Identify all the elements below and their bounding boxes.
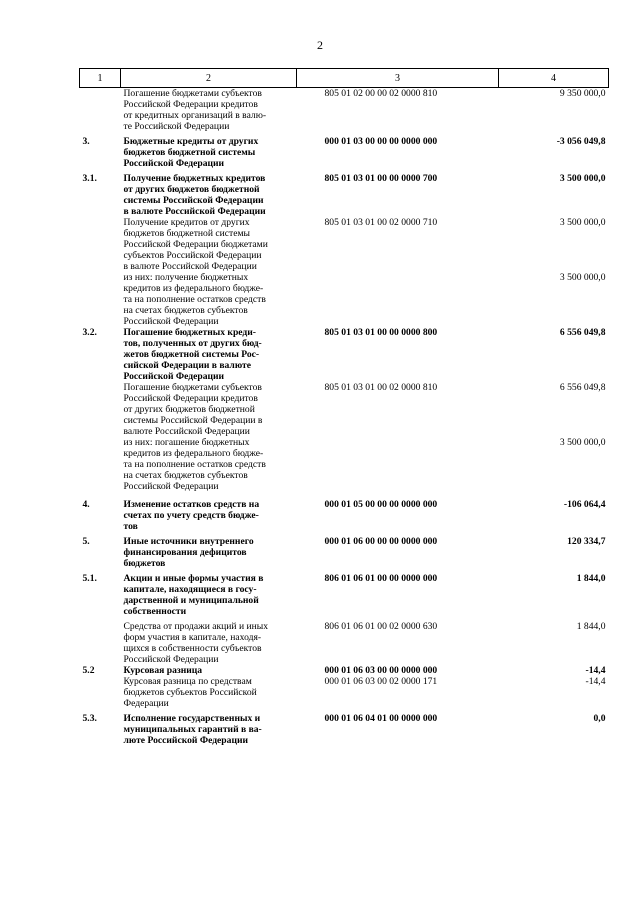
table-row bbox=[80, 709, 609, 746]
row-name: из них: погашение бюджетных кредитов из федерального бюдже- та на пополнение остатков средств на счетах бюджетов субъектов Российской Федерации bbox=[123, 437, 266, 492]
row-number bbox=[80, 272, 121, 327]
row-value: 3 500 000,0 bbox=[559, 272, 606, 283]
row-number: 5.1. bbox=[82, 573, 97, 584]
row-code bbox=[297, 437, 499, 492]
row-code: 805 01 02 00 00 02 0000 810 bbox=[324, 88, 438, 99]
row-name: Исполнение государственных и муниципальных гарантий в ва- люте Российской Федерации bbox=[123, 713, 262, 746]
row-code: 000 01 06 03 00 02 0000 171 bbox=[324, 676, 438, 687]
row-name: Погашение бюджетами субъектов Российской Федерации кредитов от кредитных организаций в валю- те Российской Федерации bbox=[123, 88, 267, 132]
row-value: -14,4 bbox=[585, 665, 606, 676]
row-value: -3 056 049,8 bbox=[556, 136, 606, 147]
row-code: 805 01 03 01 00 00 0000 800 bbox=[324, 327, 438, 338]
row-name: Иные источники внутреннего финансирования дефицитов бюджетов bbox=[123, 536, 254, 569]
budget-sources-table bbox=[79, 68, 609, 746]
row-number bbox=[80, 88, 121, 133]
row-value: 3 500 000,0 bbox=[559, 437, 606, 448]
row-value: 6 556 049,8 bbox=[559, 327, 606, 338]
row-value: 120 334,7 bbox=[567, 536, 606, 547]
row-value: -106 064,4 bbox=[563, 499, 606, 510]
row-name: Погашение бюджетных креди- тов, полученных от других бюд- жетов бюджетной системы Рос- сийской Федерации в валюте Российской Федерации bbox=[123, 327, 262, 382]
row-number: 5.2 bbox=[82, 665, 95, 676]
table-row bbox=[80, 437, 609, 492]
row-number bbox=[80, 676, 121, 709]
row-value: 9 350 000,0 bbox=[559, 88, 606, 99]
row-code: 000 01 03 00 00 00 0000 000 bbox=[324, 136, 438, 147]
row-code: 806 01 06 01 00 02 0000 630 bbox=[324, 621, 438, 632]
header-col-1: 1 bbox=[80, 69, 121, 88]
header-col-3: 3 bbox=[297, 69, 499, 88]
table-row bbox=[80, 169, 609, 217]
row-value: 0,0 bbox=[593, 713, 606, 724]
header-col-2: 2 bbox=[121, 69, 297, 88]
row-name: Погашение бюджетами субъектов Российской Федерации кредитов от других бюджетов бюджетной системы Российской Федерации в валюте Российской Федерации bbox=[123, 382, 263, 437]
table-row bbox=[80, 217, 609, 272]
table-row bbox=[80, 676, 609, 709]
table-header-row bbox=[80, 69, 609, 88]
row-number bbox=[80, 217, 121, 272]
row-code: 000 01 05 00 00 00 0000 000 bbox=[324, 499, 438, 510]
row-number: 3.1. bbox=[82, 173, 97, 184]
table-row bbox=[80, 272, 609, 327]
header-col-4: 4 bbox=[499, 69, 609, 88]
row-number: 3.2. bbox=[82, 327, 97, 338]
row-value: -14,4 bbox=[585, 676, 606, 687]
row-code bbox=[297, 272, 499, 327]
table-row bbox=[80, 327, 609, 382]
row-name: Получение бюджетных кредитов от других бюджетов бюджетной системы Российской Федерации в валюте Российской Федерации bbox=[123, 173, 266, 217]
row-name: Получение кредитов от других бюджетов бюджетной системы Российской Федерации бюджетами субъектов Российской Федерации в валюте Российской Федерации bbox=[123, 217, 268, 272]
row-number bbox=[80, 437, 121, 492]
table-row bbox=[80, 617, 609, 665]
row-name: Акции и иные формы участия в капитале, находящиеся в госу- дарственной и муниципальной собственности bbox=[123, 573, 264, 617]
row-name: Изменение остатков средств на счетах по учету средств бюдже- тов bbox=[123, 499, 260, 532]
row-value: 6 556 049,8 bbox=[559, 382, 606, 393]
row-value: 3 500 000,0 bbox=[559, 217, 606, 228]
row-value: 1 844,0 bbox=[576, 621, 606, 632]
row-name: из них: получение бюджетных кредитов из федерального бюдже- та на пополнение остатков средств на счетах бюджетов субъектов Российской Федерации bbox=[123, 272, 266, 327]
table-row bbox=[80, 492, 609, 532]
row-number bbox=[80, 617, 121, 665]
row-code: 000 01 06 03 00 00 0000 000 bbox=[324, 665, 438, 676]
table-row bbox=[80, 665, 609, 676]
row-number: 5. bbox=[82, 536, 90, 547]
row-name: Средства от продажи акций и иных форм участия в капитале, находя- щихся в собственности субъектов Российской Федерации bbox=[123, 621, 268, 665]
row-code: 000 01 06 04 01 00 0000 000 bbox=[324, 713, 438, 724]
row-name: Бюджетные кредиты от других бюджетов бюджетной системы Российской Федерации bbox=[123, 136, 259, 169]
row-code: 805 01 03 01 00 00 0000 700 bbox=[324, 173, 438, 184]
row-name: Курсовая разница bbox=[123, 665, 203, 676]
page-number: 2 bbox=[317, 38, 323, 52]
table-row bbox=[80, 569, 609, 617]
table-row bbox=[80, 88, 609, 133]
row-number: 4. bbox=[82, 499, 90, 510]
table-row bbox=[80, 532, 609, 569]
row-value: 3 500 000,0 bbox=[559, 173, 606, 184]
row-code: 000 01 06 00 00 00 0000 000 bbox=[324, 536, 438, 547]
table-row bbox=[80, 382, 609, 437]
row-number: 3. bbox=[82, 136, 90, 147]
table-row bbox=[80, 132, 609, 169]
row-number: 5.3. bbox=[82, 713, 97, 724]
row-value: 1 844,0 bbox=[576, 573, 606, 584]
row-code: 806 01 06 01 00 00 0000 000 bbox=[324, 573, 438, 584]
row-code: 805 01 03 01 00 02 0000 810 bbox=[324, 382, 438, 393]
row-code: 805 01 03 01 00 02 0000 710 bbox=[324, 217, 438, 228]
row-number bbox=[80, 382, 121, 437]
row-name: Курсовая разница по средствам бюджетов субъектов Российской Федерации bbox=[123, 676, 257, 709]
